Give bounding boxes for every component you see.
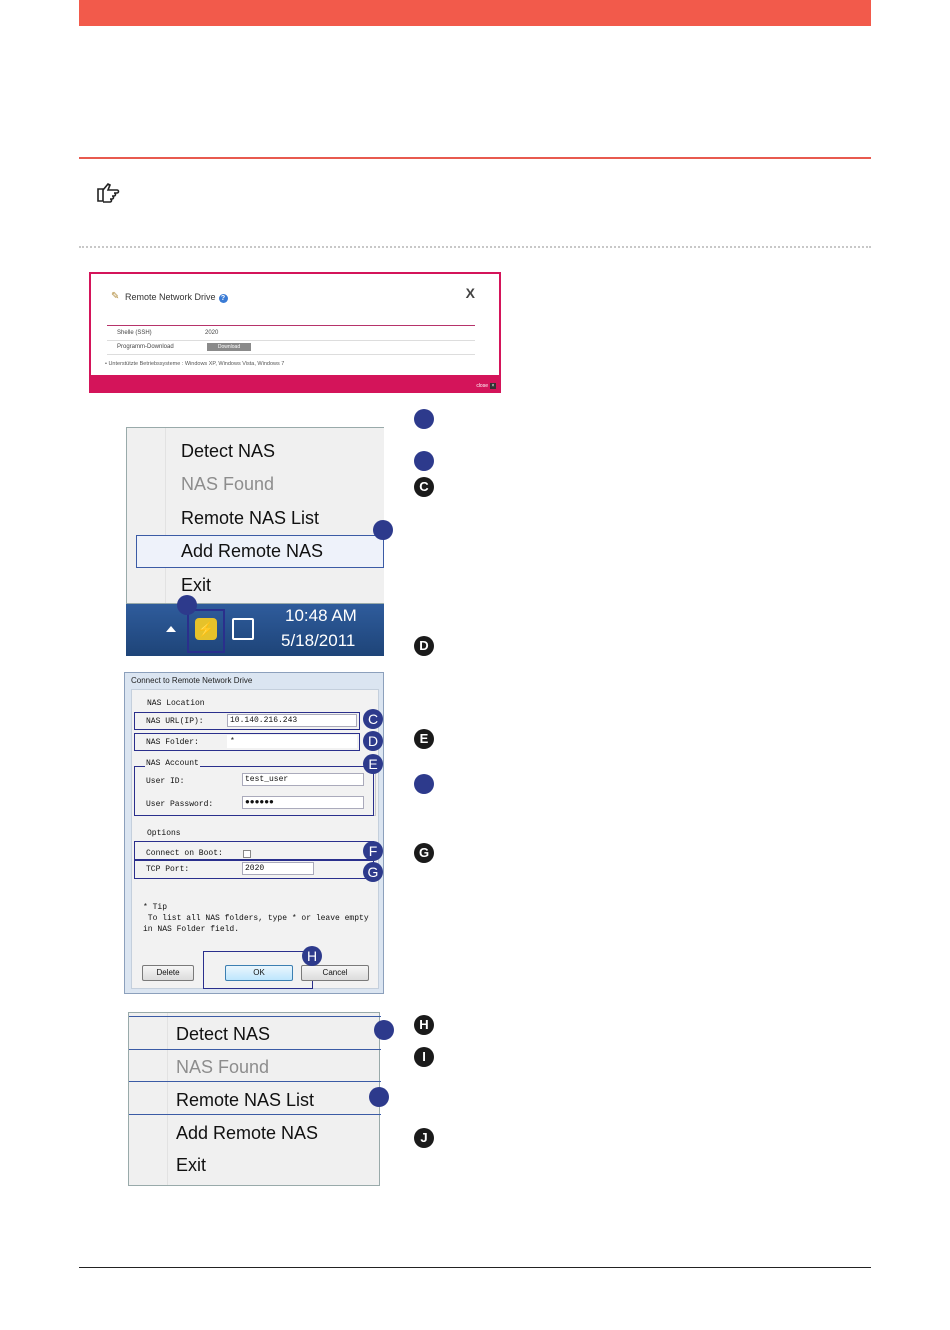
folder-label: NAS Folder:	[146, 738, 199, 747]
cancel-button[interactable]: Cancel	[301, 965, 369, 981]
feather-icon: ✎	[111, 291, 120, 302]
close-box-icon: ×	[491, 383, 495, 389]
badge-e: E	[363, 754, 383, 774]
nas-tray-icon[interactable]: ⚡	[195, 618, 217, 640]
callout-dot-add-remote	[373, 520, 393, 540]
menu-item-nas-found[interactable]: NAS Found	[181, 474, 275, 494]
menu-item-add-remote-nas[interactable]: Add Remote NAS	[181, 541, 324, 561]
step-marker-b	[414, 451, 434, 471]
remote-network-drive-popup	[89, 272, 501, 393]
port-label: TCP Port:	[146, 865, 190, 874]
ok-button[interactable]: OK	[225, 965, 293, 981]
ssh-value: 2020	[205, 330, 219, 336]
badge-d: D	[363, 731, 383, 751]
download-row	[107, 340, 475, 355]
menu2-item-remote-nas-list[interactable]: Remote NAS List	[176, 1090, 315, 1110]
menu-item-detect-nas[interactable]: Detect NAS	[181, 441, 276, 461]
step-marker-i: I	[414, 1047, 434, 1067]
menu2-item-nas-found[interactable]: NAS Found	[176, 1057, 270, 1077]
step-marker-h: H	[414, 1015, 434, 1035]
help-icon[interactable]: ?	[219, 294, 228, 303]
menu-item-remote-nas-list[interactable]: Remote NAS List	[181, 508, 320, 528]
connect-dialog	[124, 672, 384, 994]
taskbar	[126, 604, 384, 656]
network-icon[interactable]	[232, 618, 254, 640]
account-group-label: NAS Account	[146, 759, 199, 768]
location-group-label: NAS Location	[147, 699, 205, 708]
show-hidden-icons-icon[interactable]	[166, 626, 176, 632]
tray-context-menu	[126, 427, 384, 604]
pointing-hand-icon	[96, 181, 120, 205]
download-button[interactable]: Download	[207, 343, 251, 351]
supported-os-note: • Unterstützte Betriebssysteme : Windows XP, Windows Vista, Windows 7	[105, 361, 285, 367]
dialog-title: Connect to Remote Network Drive	[131, 676, 253, 685]
delete-button[interactable]: Delete	[142, 965, 194, 981]
section-rule	[79, 157, 871, 159]
download-label: Programm-Download	[117, 344, 174, 350]
step-marker-f	[414, 774, 434, 794]
close-icon[interactable]: X	[465, 285, 475, 301]
nas-url-input[interactable]: 10.140.216.243	[227, 714, 357, 727]
popup-footer	[91, 375, 499, 391]
boot-label: Connect on Boot:	[146, 849, 223, 858]
userid-label: User ID:	[146, 777, 185, 786]
menu-item-exit[interactable]: Exit	[181, 575, 212, 595]
step-marker-g: G	[414, 843, 434, 863]
password-input[interactable]: ●●●●●●	[242, 796, 364, 809]
tray-context-menu-2	[128, 1012, 380, 1186]
clock-time[interactable]: 10:48 AM	[285, 606, 357, 625]
popup-title: Remote Network Drive ?	[125, 292, 228, 303]
nas-folder-input[interactable]: *	[227, 735, 357, 748]
step-marker-c: C	[414, 477, 434, 497]
menu-gutter	[165, 428, 166, 603]
dialog-body	[131, 689, 379, 989]
badge-g: G	[363, 862, 383, 882]
close-link[interactable]: close ×	[476, 383, 495, 389]
tip-text: * Tip To list all NAS folders, type * or leave empty in NAS Folder field.	[143, 903, 369, 934]
menu2-item-exit[interactable]: Exit	[176, 1155, 207, 1175]
ssh-label: Shelle (SSH)	[117, 330, 152, 336]
badge-f: F	[363, 841, 383, 861]
options-group-label: Options	[147, 829, 181, 838]
ssh-row	[107, 326, 475, 341]
header-bar	[79, 0, 871, 26]
step-marker-j: J	[414, 1128, 434, 1148]
dotted-divider	[79, 246, 871, 248]
footer-rule	[79, 1267, 871, 1268]
callout-dot-tray	[177, 595, 197, 615]
clock-date[interactable]: 5/18/2011	[281, 631, 356, 650]
menu2-item-add-remote-nas[interactable]: Add Remote NAS	[176, 1123, 319, 1143]
password-label: User Password:	[146, 800, 214, 809]
menu2-item-detect-nas[interactable]: Detect NAS	[176, 1024, 271, 1044]
connect-on-boot-checkbox[interactable]	[243, 850, 251, 858]
userid-input[interactable]: test_user	[242, 773, 364, 786]
url-label: NAS URL(IP):	[146, 717, 204, 726]
badge-c: C	[363, 709, 383, 729]
step-marker-d: D	[414, 636, 434, 656]
step-marker-a	[414, 409, 434, 429]
step-marker-e: E	[414, 729, 434, 749]
callout-dot-detect	[374, 1020, 394, 1040]
tcp-port-input[interactable]: 2020	[242, 862, 314, 875]
callout-dot-remote-list	[369, 1087, 389, 1107]
badge-h: H	[302, 946, 322, 966]
